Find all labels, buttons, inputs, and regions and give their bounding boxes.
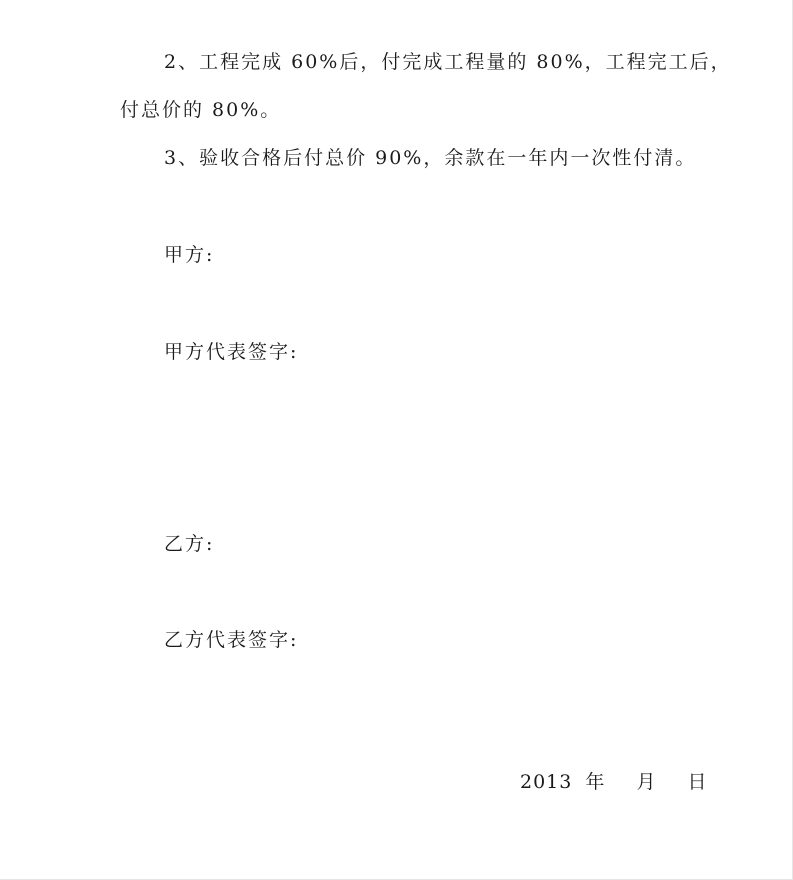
date-year: 2013 bbox=[520, 771, 573, 793]
party-b-representative-label: 乙方代表签字: bbox=[164, 629, 299, 651]
date-year-unit: 年 bbox=[585, 771, 606, 793]
party-a-label: 甲方: bbox=[164, 244, 215, 266]
clause-3: 3、验收合格后付总价 90%，余款在一年内一次性付清。 bbox=[164, 147, 697, 169]
date-month-unit: 月 bbox=[636, 771, 657, 793]
signing-date bbox=[520, 770, 708, 794]
clause-2-line-2: 付总价的 80%。 bbox=[120, 99, 282, 121]
date-day-unit: 日 bbox=[687, 771, 708, 793]
party-b-label: 乙方: bbox=[164, 533, 215, 555]
clause-2-line-1: 2、工程完成 60%后，付完成工程量的 80%，工程完工后， bbox=[164, 51, 732, 73]
party-a-representative-label: 甲方代表签字: bbox=[164, 341, 299, 363]
